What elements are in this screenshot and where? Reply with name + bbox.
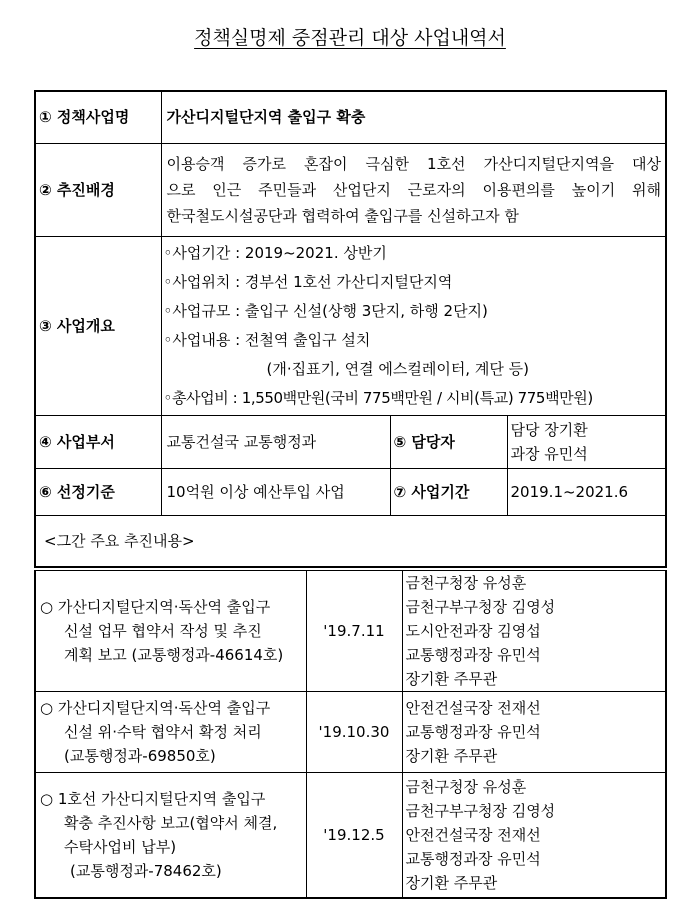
history-name-line: 안전건설국장 전재선 [405, 825, 541, 844]
overview-label: ③ 사업개요 [35, 236, 161, 415]
row-criteria [35, 468, 666, 515]
document-title: 정책실명제 중점관리 대상 사업내역서 [194, 27, 506, 49]
history-item-names [402, 692, 666, 773]
history-table [34, 570, 667, 899]
history-name-line: 교통행정과장 유민석 [405, 723, 541, 741]
history-text-line: 신설 위·수탁 협약서 확정 처리 [64, 723, 262, 741]
history-name-line: 교통행정과장 유민석 [405, 849, 541, 868]
history-name-line: 교통행정과장 유민석 [405, 646, 541, 664]
history-name-line: 금천구청장 유성훈 [405, 777, 527, 796]
history-text-line: 계획 보고 (교통행정과-46614호) [64, 646, 284, 664]
history-name-line: 금천구청장 유성훈 [405, 574, 527, 592]
history-item-names [402, 773, 666, 898]
history-row [35, 571, 666, 692]
row-history-header [35, 515, 666, 567]
history-name-line: 장기환 주무관 [405, 670, 498, 688]
history-text-line: (교통행정과-69850호) [64, 747, 216, 765]
background-label: ② 추진배경 [35, 143, 161, 236]
history-item-text [35, 692, 306, 773]
history-name-line: 금천구부구청장 김영성 [405, 801, 556, 820]
history-text-line: 신설 업무 협약서 작성 및 추진 [64, 622, 262, 640]
period-label: ⑦ 사업기간 [390, 468, 507, 515]
overview-line: ◦총사업비 : 1,550백만원(국비 775백만원 / 시비(특교) 775백만원) [163, 388, 593, 407]
history-text-line: ○ 가산디지털단지역·독산역 출입구 [40, 598, 271, 616]
history-header: <그간 주요 추진내용> [35, 515, 666, 567]
row-department [35, 415, 666, 468]
background-line: 으로 인근 주민들과 산업단지 근로자의 이용편의를 높이기 위해 [166, 180, 662, 199]
overview-line: ◦사업규모 : 출입구 신설(상행 3단지, 하행 2단지) [163, 301, 488, 320]
manager-line: 과장 유민석 [510, 444, 588, 463]
history-text-line: ○ 1호선 가산디지털단지역 출입구 [40, 789, 266, 808]
project-summary-table [34, 90, 667, 568]
history-item-text [35, 773, 306, 898]
history-text-line: ○ 가산디지털단지역·독산역 출입구 [40, 699, 271, 717]
manager-line: 담당 장기환 [510, 420, 588, 439]
project-name-label: ① 정책사업명 [35, 91, 161, 143]
background-line: 이용승객 증가로 혼잡이 극심한 1호선 가산디지털단지역을 대상 [166, 154, 662, 173]
history-name-line: 장기환 주무관 [405, 747, 498, 765]
overview-line: (개·집표기, 연결 에스컬레이터, 계단 등) [266, 359, 529, 378]
history-item-names [402, 571, 666, 692]
history-item-date: '19.10.30 [306, 692, 402, 773]
history-text-line: 확충 추진사항 보고(협약서 체결, [64, 813, 278, 832]
history-item-text [35, 571, 306, 692]
overview-value [161, 236, 666, 415]
manager-label: ⑤ 담당자 [390, 415, 507, 468]
history-row [35, 692, 666, 773]
history-text-line: 수탁사업비 납부) [64, 837, 177, 856]
criteria-label: ⑥ 선정기준 [35, 468, 161, 515]
project-name-value: 가산디지털단지역 출입구 확충 [161, 91, 666, 143]
history-item-date: '19.12.5 [306, 773, 402, 898]
history-name-line: 안전건설국장 전재선 [405, 699, 541, 717]
period-value: 2019.1~2021.6 [507, 468, 666, 515]
overview-line: ◦사업기간 : 2019~2021. 상반기 [163, 243, 387, 262]
row-overview [35, 236, 666, 415]
overview-line: ◦사업위치 : 경부선 1호선 가산디지털단지역 [163, 272, 453, 291]
history-name-line: 도시안전과장 김영섭 [405, 622, 541, 640]
history-name-line: 금천구부구청장 김영성 [405, 598, 556, 616]
background-line: 한국철도시설공단과 협력하여 출입구를 신설하고자 함 [166, 206, 519, 225]
history-text-line: (교통행정과-78462호) [70, 861, 222, 880]
overview-line: ◦사업내용 : 전철역 출입구 설치 [163, 330, 371, 349]
row-project-name [35, 91, 666, 143]
history-item-date: '19.7.11 [306, 571, 402, 692]
department-label: ④ 사업부서 [35, 415, 161, 468]
department-value: 교통건설국 교통행정과 [161, 415, 390, 468]
background-value [161, 143, 666, 236]
manager-value [507, 415, 666, 468]
row-background [35, 143, 666, 236]
criteria-value: 10억원 이상 예산투입 사업 [161, 468, 390, 515]
history-row [35, 773, 666, 898]
history-name-line: 장기환 주무관 [405, 873, 498, 892]
